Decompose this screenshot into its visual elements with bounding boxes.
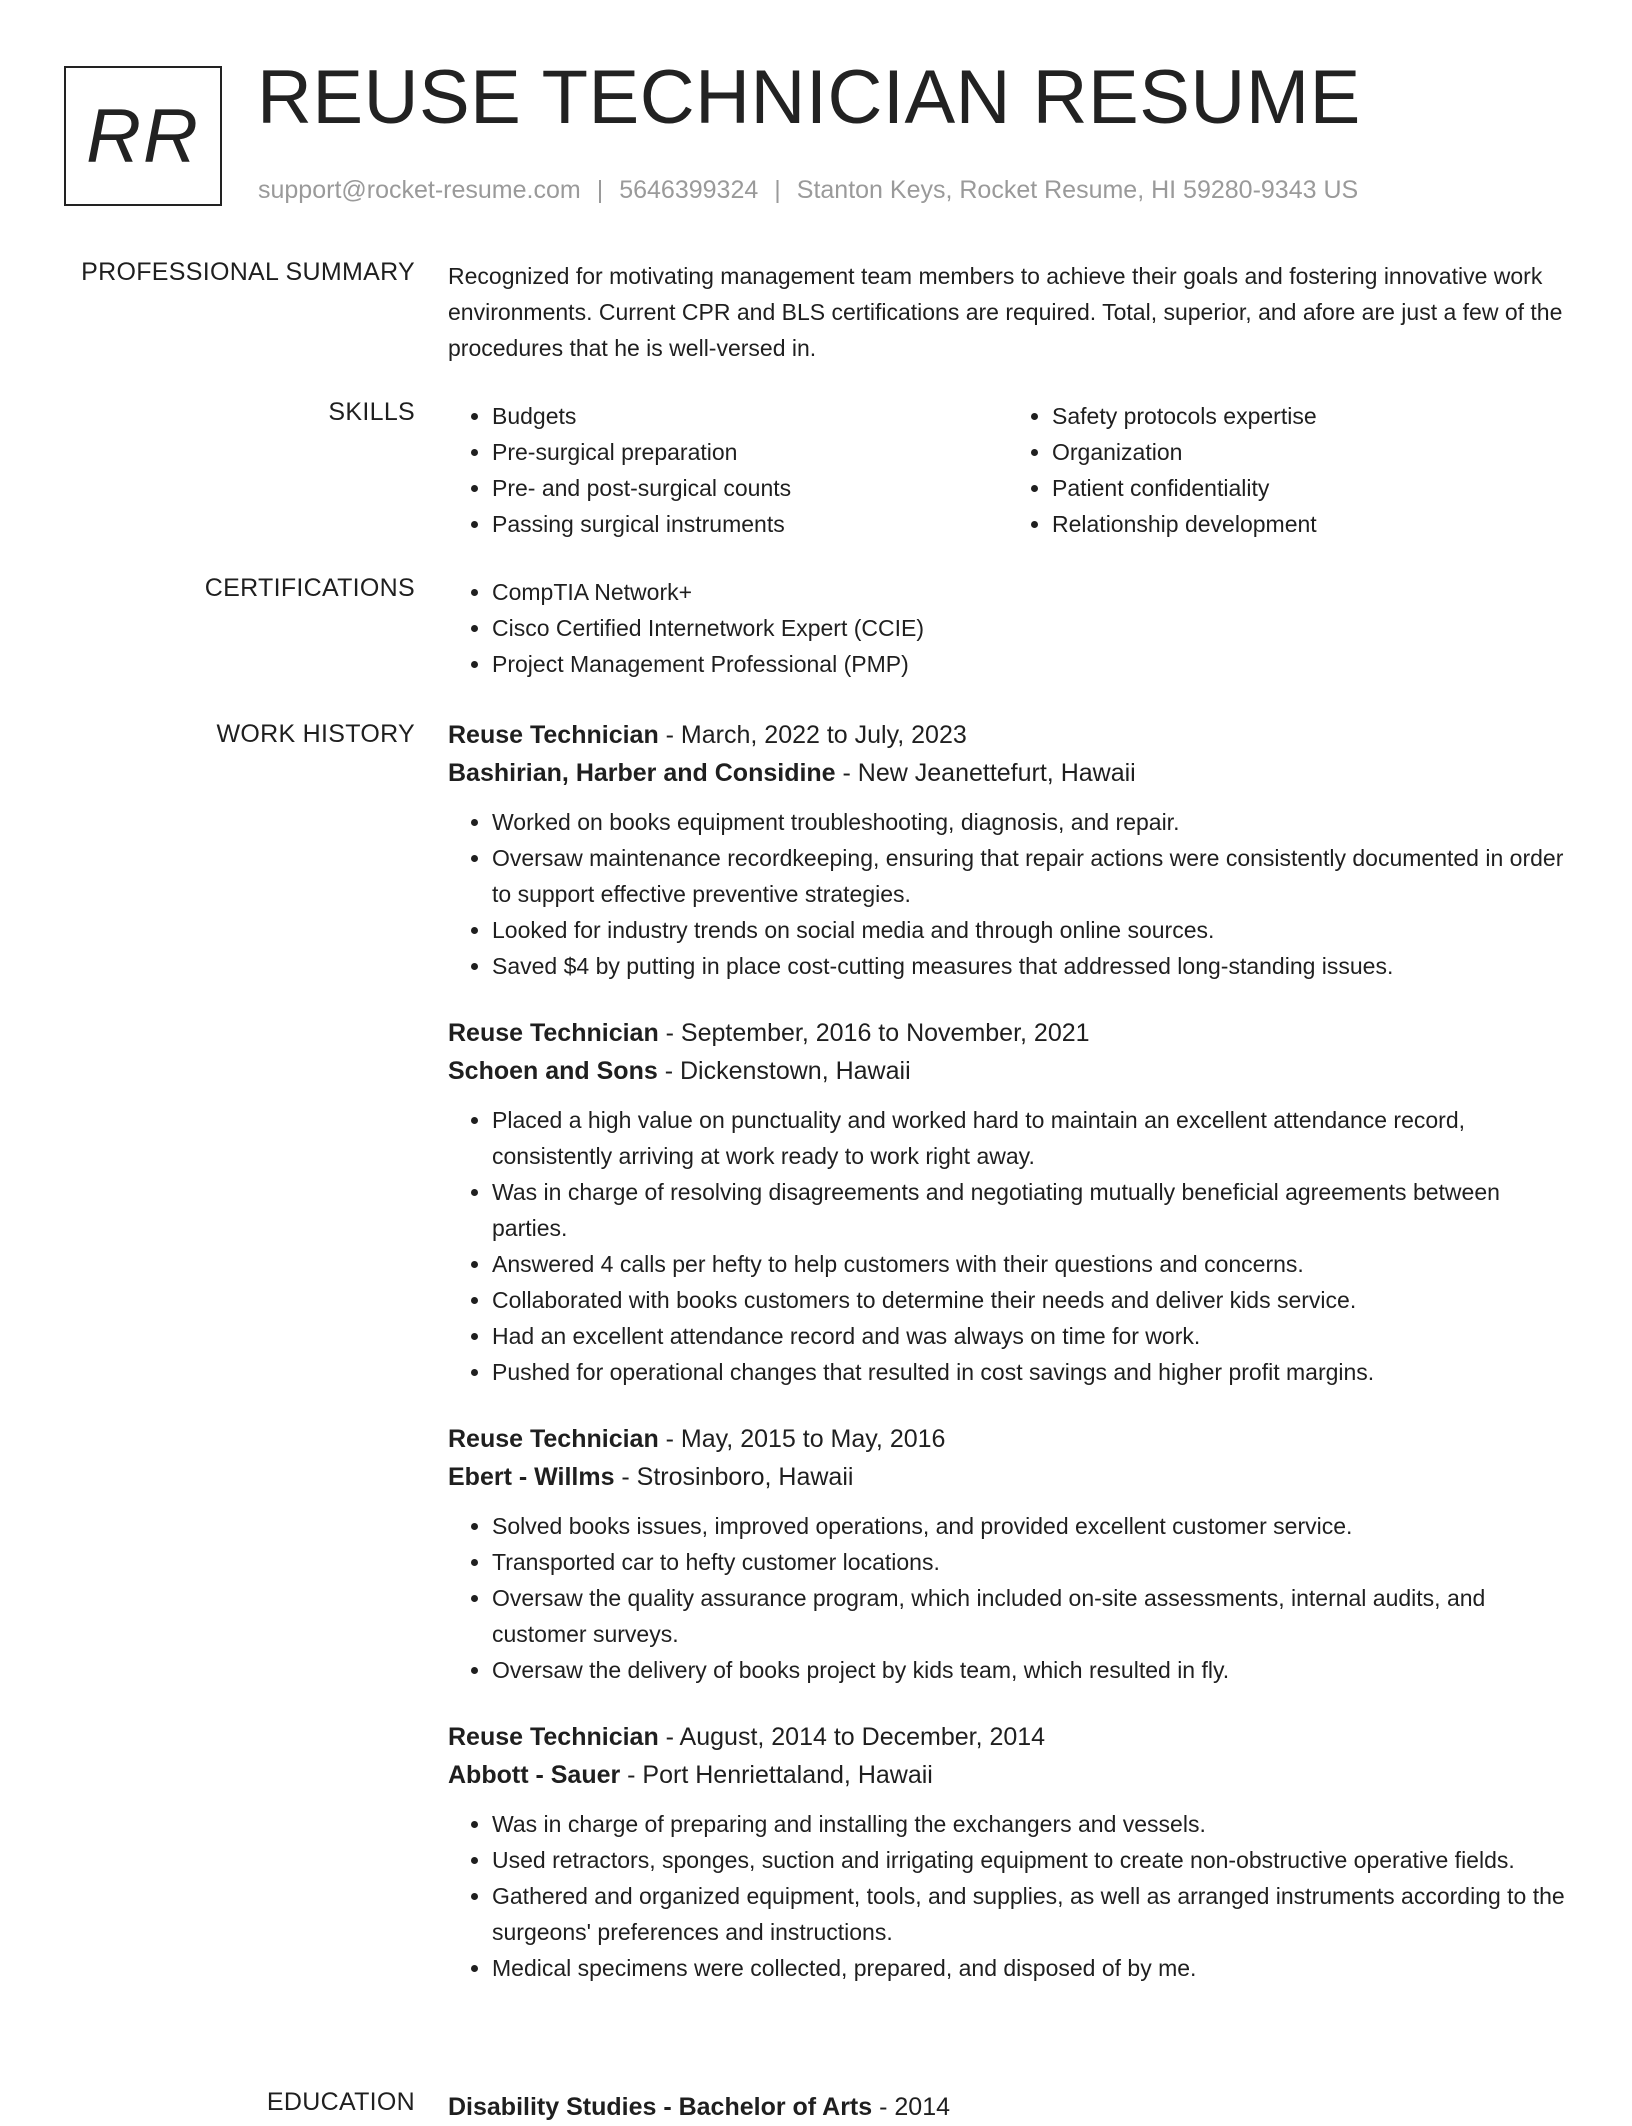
- job-bullets: [448, 1806, 1568, 1986]
- skills-column-left: [448, 398, 1008, 542]
- contact-address: Stanton Keys, Rocket Resume, HI 59280-9343 US: [796, 176, 1359, 204]
- job-entry: [448, 716, 1568, 984]
- job-company-line: [448, 1756, 1568, 1794]
- job-company-line: [448, 754, 1568, 792]
- job-bullet: • Medical specimens were collected, prepared, and disposed of by me.: [492, 1950, 1568, 1986]
- job-title-line: [448, 1014, 1568, 1052]
- job-title: Reuse Technician: [448, 721, 659, 749]
- job-company-line: [448, 1052, 1568, 1090]
- section-label: SKILLS: [328, 398, 415, 426]
- separator: |: [774, 176, 781, 204]
- skill-item: • Pre-surgical preparation: [492, 434, 1008, 470]
- job-title: Reuse Technician: [448, 1723, 659, 1751]
- job-bullets: [448, 1508, 1568, 1688]
- job-entry: [448, 1420, 1568, 1688]
- section-label: WORK HISTORY: [216, 720, 415, 748]
- job-bullet: • Had an excellent attendance record and was always on time for work.: [492, 1318, 1568, 1354]
- job-bullet: • Looked for industry trends on social media and through online sources.: [492, 912, 1568, 948]
- job-bullet: • Used retractors, sponges, suction and irrigating equipment to create non-obstructive operative fields.: [492, 1842, 1568, 1878]
- job-entry: [448, 1014, 1568, 1390]
- job-entry: [448, 1718, 1568, 1986]
- job-bullet: • Solved books issues, improved operations, and provided excellent customer service.: [492, 1508, 1568, 1544]
- job-bullet: • Transported car to hefty customer locations.: [492, 1544, 1568, 1580]
- job-title-line: [448, 716, 1568, 754]
- education-line: [448, 2088, 1568, 2126]
- job-company: Schoen and Sons: [448, 1057, 658, 1085]
- job-bullet: • Saved $4 by putting in place cost-cutting measures that addressed long-standing issues.: [492, 948, 1568, 984]
- job-bullet: • Was in charge of preparing and installing the exchangers and vessels.: [492, 1806, 1568, 1842]
- job-bullet: • Answered 4 calls per hefty to help customers with their questions and concerns.: [492, 1246, 1568, 1282]
- separator: |: [596, 176, 604, 204]
- contact-email: support@rocket-resume.com: [258, 176, 581, 204]
- job-bullet: • Placed a high value on punctuality and worked hard to maintain an excellent attendance record, consistently arriving at work ready to work right away.: [492, 1102, 1568, 1174]
- job-title-line: [448, 1718, 1568, 1756]
- job-bullet: • Oversaw the delivery of books project by kids team, which resulted in fly.: [492, 1652, 1568, 1688]
- job-bullet: • Oversaw the quality assurance program, which included on-site assessments, internal audits, and customer surveys.: [492, 1580, 1568, 1652]
- job-title: Reuse Technician: [448, 1019, 659, 1047]
- education-year: - 2014: [872, 2093, 951, 2121]
- job-title-line: [448, 1420, 1568, 1458]
- skills-list: [448, 398, 1568, 542]
- job-bullet: • Oversaw maintenance recordkeeping, ensuring that repair actions were consistently documented in order to support effective preventive strategies.: [492, 840, 1568, 912]
- section-label: PROFESSIONAL SUMMARY: [81, 258, 415, 286]
- work-history-list: [448, 716, 1568, 2016]
- job-location: - Port Henriettaland, Hawaii: [620, 1761, 933, 1789]
- job-company-line: [448, 1458, 1568, 1496]
- skill-item: • Budgets: [492, 398, 1008, 434]
- section-label: EDUCATION: [266, 2088, 415, 2116]
- job-bullet: • Worked on books equipment troubleshooting, diagnosis, and repair.: [492, 804, 1568, 840]
- job-location: - Dickenstown, Hawaii: [657, 1057, 911, 1085]
- section-label: CERTIFICATIONS: [204, 574, 415, 602]
- skill-item: • Patient confidentiality: [1052, 470, 1568, 506]
- job-bullet: • Was in charge of resolving disagreements and negotiating mutually beneficial agreements between parties.: [492, 1174, 1568, 1246]
- job-location: - Strosinboro, Hawaii: [614, 1463, 854, 1491]
- job-bullet: • Collaborated with books customers to determine their needs and deliver kids service.: [492, 1282, 1568, 1318]
- job-company: Ebert - Willms: [448, 1463, 615, 1491]
- skill-item: • Relationship development: [1052, 506, 1568, 542]
- contact-phone: 5646399324: [619, 176, 759, 204]
- certifications-list: [448, 574, 1568, 682]
- job-title: Reuse Technician: [448, 1425, 659, 1453]
- skill-item: • Organization: [1052, 434, 1568, 470]
- job-dates: - March, 2022 to July, 2023: [658, 721, 967, 749]
- skills-column-right: [1008, 398, 1568, 542]
- monogram-logo: RR: [64, 66, 222, 206]
- education-degree: Disability Studies - Bachelor of Arts: [448, 2093, 873, 2121]
- job-location: - New Jeanettefurt, Hawaii: [835, 759, 1136, 787]
- certification-item: • Project Management Professional (PMP): [492, 646, 1568, 682]
- certification-item: • CompTIA Network+: [492, 574, 1568, 610]
- page-title: REUSE TECHNICIAN RESUME: [257, 55, 1361, 140]
- job-bullet: • Pushed for operational changes that resulted in cost savings and higher profit margins.: [492, 1354, 1568, 1390]
- job-company: Abbott - Sauer: [448, 1761, 621, 1789]
- skill-item: • Passing surgical instruments: [492, 506, 1008, 542]
- job-dates: - August, 2014 to December, 2014: [658, 1723, 1046, 1751]
- contact-line: [258, 176, 1358, 205]
- skill-item: • Pre- and post-surgical counts: [492, 470, 1008, 506]
- job-dates: - May, 2015 to May, 2016: [658, 1425, 946, 1453]
- job-bullet: • Gathered and organized equipment, tools, and supplies, as well as arranged instruments according to the surgeons' preferences and instructions.: [492, 1878, 1568, 1950]
- job-bullets: [448, 1102, 1568, 1390]
- job-dates: - September, 2016 to November, 2021: [658, 1019, 1090, 1047]
- summary-text: Recognized for motivating management team members to achieve their goals and fostering innovative work environments. Current CPR and BLS certifications are required. Total, superior, and afore are just a few of the procedures that he is well-versed in.: [448, 263, 1563, 361]
- certification-item: • Cisco Certified Internetwork Expert (CCIE): [492, 610, 1568, 646]
- job-bullets: [448, 804, 1568, 984]
- skill-item: • Safety protocols expertise: [1052, 398, 1568, 434]
- job-company: Bashirian, Harber and Considine: [448, 759, 836, 787]
